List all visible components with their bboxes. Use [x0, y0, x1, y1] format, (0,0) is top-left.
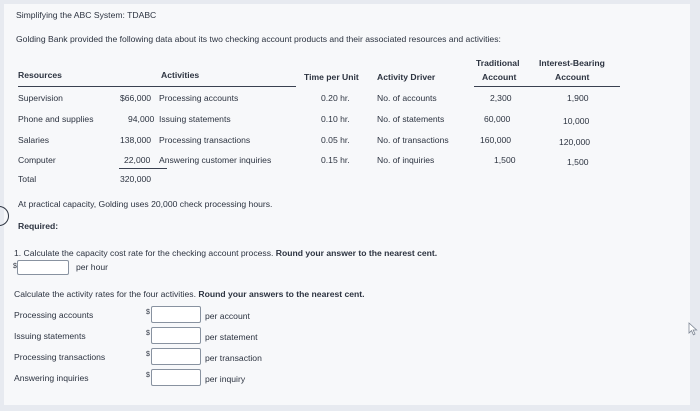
row-2-driver: No. of statements	[377, 114, 445, 124]
row-3-cost: 138,000	[120, 135, 152, 145]
row-1-traditional: 2,300	[490, 93, 512, 103]
row-3-activity: Processing transactions	[159, 135, 251, 145]
row-1-driver: No. of accounts	[377, 93, 437, 103]
total-label: Total	[18, 174, 37, 184]
row-1-time: 0.20 hr.	[321, 93, 350, 103]
row-3-interest: 120,000	[559, 137, 591, 147]
rate-row-1-label: Processing accounts	[14, 310, 94, 320]
rate-row-2-label: Issuing statements	[14, 331, 86, 341]
row-3-resource: Salaries	[18, 135, 50, 145]
row-4-interest: 1,500	[567, 157, 589, 167]
total-value: 320,000	[120, 174, 152, 184]
header-interest-1: Interest-Bearing	[539, 58, 605, 68]
row-3-driver: No. of transactions	[377, 135, 449, 145]
question-1-text: 1. Calculate the capacity cost rate for the checking account process.	[14, 248, 274, 258]
rate-row-2-unit: per statement	[205, 332, 258, 342]
total-divider	[119, 168, 167, 169]
row-2-cost: 94,000	[128, 114, 155, 124]
issuing-statements-rate-input[interactable]	[151, 327, 201, 344]
header-divider-right	[474, 86, 620, 87]
row-1-cost: $66,000	[120, 93, 152, 103]
question-2-instruction: Round your answers to the nearest cent.	[198, 289, 365, 299]
question-1	[14, 248, 437, 259]
row-1-activity: Processing accounts	[159, 93, 239, 103]
question-2-text: Calculate the activity rates for the four activities.	[14, 289, 196, 299]
row-4-cost: 22,000	[124, 155, 151, 165]
row-2-interest: 10,000	[563, 116, 590, 126]
row-2-activity: Issuing statements	[159, 114, 231, 124]
intro-text: Golding Bank provided the following data about its two checking account products and their associated resources and activities:	[16, 34, 501, 44]
header-resources: Resources	[18, 70, 62, 80]
q1-currency: $	[13, 263, 17, 270]
row-1-resource: Supervision	[18, 93, 63, 103]
question-2	[14, 289, 365, 300]
header-interest-2: Account	[555, 72, 590, 82]
header-divider-left	[18, 86, 296, 87]
row-1-interest: 1,900	[567, 93, 589, 103]
capacity-rate-input[interactable]	[17, 260, 69, 275]
rate-row-4-label: Answering inquiries	[14, 373, 89, 383]
rate-row-2-currency: $	[146, 330, 150, 337]
header-traditional-2: Account	[482, 72, 517, 82]
row-4-driver: No. of inquiries	[377, 155, 435, 165]
answering-inquiries-rate-input[interactable]	[151, 369, 201, 386]
row-2-time: 0.10 hr.	[321, 114, 350, 124]
required-label: Required:	[18, 221, 59, 231]
capacity-note: At practical capacity, Golding uses 20,000 check processing hours.	[18, 199, 273, 209]
rate-row-4-unit: per inquiry	[205, 374, 246, 384]
mouse-pointer-icon	[688, 322, 698, 336]
header-traditional-1: Traditional	[476, 58, 520, 68]
row-4-resource: Computer	[18, 155, 56, 165]
rate-row-3-label: Processing transactions	[14, 352, 106, 362]
header-activities: Activities	[161, 70, 200, 80]
row-2-traditional: 60,000	[484, 114, 511, 124]
row-4-time: 0.15 hr.	[321, 155, 350, 165]
question-1-instruction: Round your answer to the nearest cent.	[275, 248, 438, 258]
rate-row-1-unit: per account	[205, 311, 250, 321]
q1-unit: per hour	[76, 262, 109, 272]
row-4-traditional: 1,500	[494, 155, 516, 165]
header-time: Time per Unit	[304, 72, 359, 82]
row-4-activity: Answering customer inquiries	[159, 155, 272, 165]
row-2-resource: Phone and supplies	[18, 114, 94, 124]
header-driver: Activity Driver	[377, 72, 436, 82]
rate-row-3-unit: per transaction	[205, 353, 262, 363]
rate-row-1-currency: $	[146, 309, 150, 316]
row-3-time: 0.05 hr.	[321, 135, 350, 145]
processing-accounts-rate-input[interactable]	[151, 306, 201, 323]
processing-transactions-rate-input[interactable]	[151, 348, 201, 365]
row-3-traditional: 160,000	[480, 135, 512, 145]
problem-title: Simplifying the ABC System: TDABC	[16, 10, 157, 20]
rate-row-3-currency: $	[146, 351, 150, 358]
rate-row-4-currency: $	[146, 372, 150, 379]
problem-panel	[4, 4, 690, 405]
